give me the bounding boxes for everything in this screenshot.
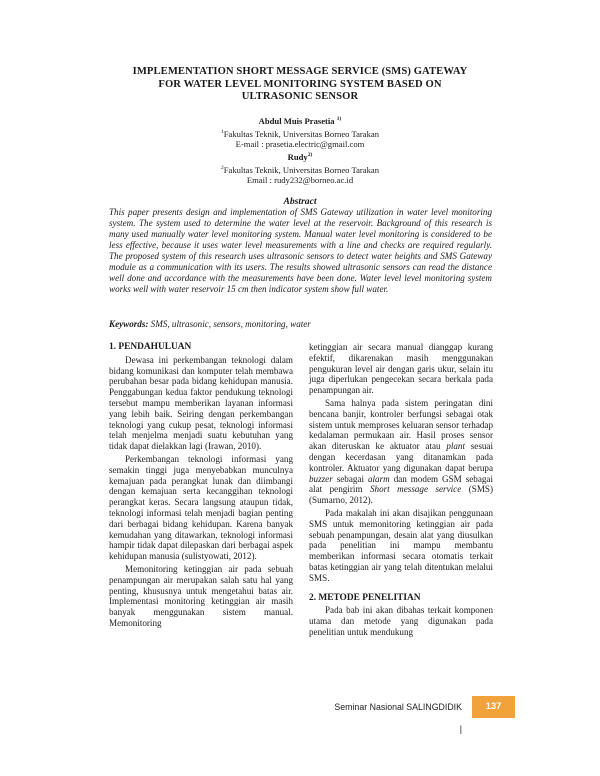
title-line-1: IMPLEMENTATION SHORT MESSAGE SERVICE (SMS) GATEWAY xyxy=(132,66,468,77)
right-column xyxy=(309,342,493,638)
keywords-label: Keywords: xyxy=(109,319,149,329)
author-2-affiliation: $^2$Fakultas Teknik, Universitas Borneo Tarakan xyxy=(220,164,380,175)
author-2-email: Email : rudy232@borneo.ac.id xyxy=(246,175,354,186)
paragraph: Pada bab ini akan dibahas terkait komponen utama dan metode yang digunakan pada penelitian untuk mendukung xyxy=(309,605,493,637)
section-1-heading: 1. PENDAHULUAN xyxy=(109,342,192,352)
author-2-name: Rudy$^{2)}$ xyxy=(287,151,313,162)
author-1-affiliation: $^1$Fakultas Teknik, Universitas Borneo Tarakan xyxy=(220,128,380,139)
footer-seminar-name: Seminar Nasional SALINGDIDIK | xyxy=(334,702,462,734)
paragraph: Pada makalah ini akan disajikan penggunaan SMS untuk memonitoring ketinggian air pada sebuah penampungan, desain alat yang diusulkan pada penelitian ini mampu membantu memberikan informasi secara otomatis terkait batas ketinggian air yang telah ditentukan melalui SMS. xyxy=(309,507,493,583)
page-number: 137 xyxy=(472,696,515,718)
paragraph: Sama halnya pada sistem peringatan dini bencana banjir, kontroler berfungsi sebagai otak sistem untuk memproses keluaran sensor terhadap kedalaman permukaan air. Hasil proses sensor akan diteruskan ke aktuator atau plant sesuai dengan kecerdasan yang ditanamkan pada kontroler. Aktuator yang digunakan dapat berupa buzzer sebagai alarm dan modem GSM sebagai alat pengirim Short message service (SMS) (Sumarno, 2012). xyxy=(309,397,493,506)
paragraph: Perkembangan teknologi informasi yang semakin tinggi juga menyebabkan munculnya kemajuan pada perangkat lunak dan diimbangi dengan kemajuan serta kecanggihan teknologi perangkat keras. Secara langsung ataupun tidak, teknologi informasi telah menjadi bagian penting dari berbagai bidang kehidupan. Karena banyak kemudahan yang ditawarkan, teknologi informasi hampir tidak dapat dilepaskan dari berbagai aspek kehidupan manusia (sulistyowati, 2012). xyxy=(109,453,293,562)
keywords-text: SMS, ultrasonic, sensors, monitoring, water xyxy=(148,319,311,329)
left-column xyxy=(109,342,293,629)
page-footer xyxy=(333,696,515,734)
author-1-email: E-mail : prasetia.electric@gmail.com xyxy=(235,139,365,150)
title-line-3: ULTRASONIC SENSOR xyxy=(241,91,359,102)
abstract-heading: Abstract xyxy=(283,196,317,207)
paper-title xyxy=(80,66,520,104)
paragraph: Memonitoring ketinggian air pada sebuah penampungan air merupakan salah satu hal yang penting, khususnya untuk mengetahui batas air. Implementasi monitoring ketinggian air masih banyak menggunakan sistem manual. Memonitoring xyxy=(109,563,293,628)
abstract-text: This paper presents design and implementation of SMS Gateway utilization in water level monitoring system. The system used to determine the water level at the reservoir. Background of this research is many used manually water level monitoring system. Manual water level monitoring is considered to be less effective, because it uses water level measurements with a line and checks are required regularly. The proposed system of this research uses ultrasonic sensors to detect water heights and SMS Gateway module as a communication with its users. The results showed ultrasonic sensors can read the distance well done and accordance with the measurements have been done. Water level level monitoring system works well with water reservoir 15 cm then indicator system show full water. xyxy=(109,207,492,294)
author-1-name: Abdul Muis Prasetia $^{1)}$ xyxy=(258,115,342,126)
paragraph: Dewasa ini perkembangan teknologi dalam bidang komunikasi dan komputer telah membawa perubahan besar pada bidang kehidupan manusia. Penggabungan kedua faktor pendukung teknologi tersebut mampu memberikan layanan informasi yang lebih baik. Seiring dengan perkembangan teknologi yang cukup pesat, teknologi informasi telah menjelma menjadi suatu kebutuhan yang tidak dapat dielakkan lagi (Irawan, 2010). xyxy=(109,354,293,452)
section-2-heading: 2. METODE PENELITIAN xyxy=(309,592,421,603)
paragraph: ketinggian air secara manual dianggap kurang efektif, dikarenakan masih menggunakan pengukuran level air dengan garis ukur, selain itu juga diperlukan pengecekan secara berkala pada penampungan air. xyxy=(309,342,493,396)
title-line-2: FOR WATER LEVEL MONITORING SYSTEM BASED ON xyxy=(158,78,442,90)
author-block xyxy=(150,114,450,186)
keywords xyxy=(109,319,492,329)
